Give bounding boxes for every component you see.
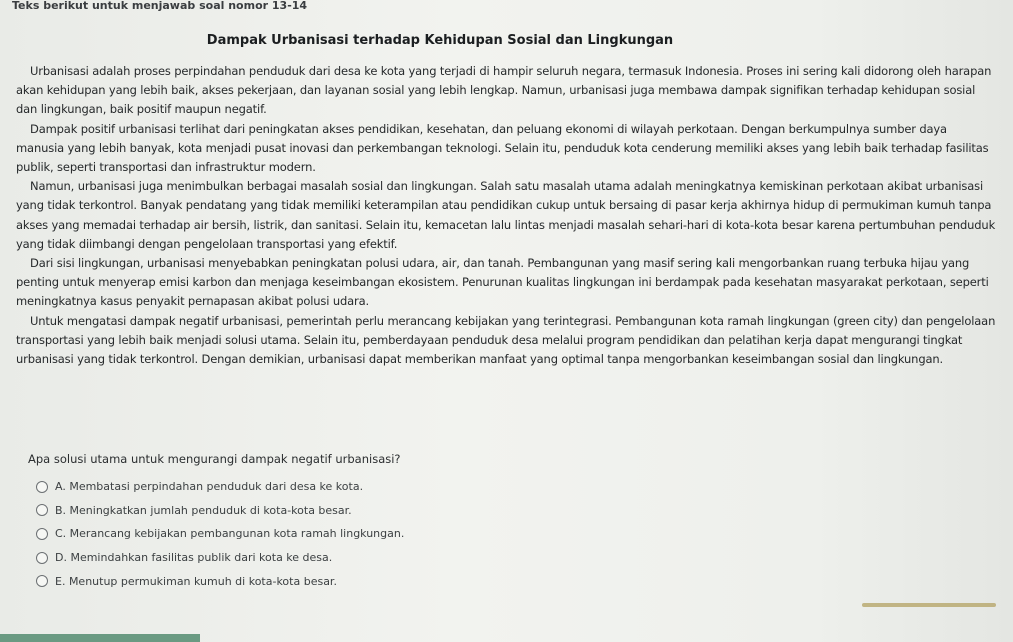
option-label: D. Memindahkan fasilitas publik dari kota ke desa. bbox=[55, 551, 333, 565]
radio-icon[interactable] bbox=[36, 552, 48, 564]
radio-icon[interactable] bbox=[36, 481, 48, 493]
paragraph-5: Untuk mengatasi dampak negatif urbanisasi, pemerintah perlu merancang kebijakan yang terintegrasi. Pembangunan kota ramah lingkungan (green city) dan pengelolaan transportasi yang lebih baik menjadi solusi utama. Selain itu, pemberdayaan penduduk desa melalui program pendidikan dan pelatihan kerja dapat mengurangi tingkat urbanisasi yang tidak terkontrol. Dengan demikian, urbanisasi dapat memberikan manfaat yang optimal tanpa mengorbankan keseimbangan sosial dan lingkungan. bbox=[16, 313, 996, 367]
option-label: E. Menutup permukiman kumuh di kota-kota besar. bbox=[55, 574, 337, 588]
paragraph-4: Dari sisi lingkungan, urbanisasi menyebabkan peningkatan polusi udara, air, dan tanah. Pembangunan yang masif sering kali mengorbankan ruang terbuka hijau yang penting untuk menyerap emisi karbon dan menjaga keseimbangan ekosistem. Penurunan kualitas lingkungan ini berdampak pada kesehatan masyarakat perkotaan, seperti meningkatnya kasus penyakit pernapasan akibat polusi udara. bbox=[16, 256, 989, 309]
option-label: A. Membatasi perpindahan penduduk dari desa ke kota. bbox=[55, 480, 364, 494]
paragraph-3: Namun, urbanisasi juga menimbulkan berbagai masalah sosial dan lingkungan. Salah satu masalah utama adalah meningkatnya kemiskinan perkotaan akibat urbanisasi yang tidak terkontrol. Banyak pendatang yang tidak memiliki keterampilan atau pendidikan cukup untuk bersaing di pasar kerja akhirnya hidup di permukiman kumuh tanpa akses yang memadai terhadap air bersih, listrik, dan sanitasi. Selain itu, kemacetan lalu lintas menjadi masalah sehari-hari di kota-kota besar karena pertumbuhan penduduk yang tidak diimbangi dengan pengelolaan transportasi yang efektif. bbox=[16, 179, 996, 251]
radio-icon[interactable] bbox=[36, 575, 48, 587]
option-d[interactable] bbox=[36, 546, 404, 570]
article-title: Dampak Urbanisasi terhadap Kehidupan Sosial dan Lingkungan bbox=[206, 33, 674, 48]
option-c[interactable] bbox=[36, 522, 404, 546]
answer-options bbox=[36, 475, 404, 593]
option-a[interactable] bbox=[36, 475, 404, 499]
bottom-bar bbox=[0, 634, 200, 642]
article-body bbox=[16, 62, 996, 369]
paragraph-2: Dampak positif urbanisasi terlihat dari peningkatan akses pendidikan, kesehatan, dan peluang ekonomi di wilayah perkotaan. Dengan berkumpulnya sumber daya manusia yang lebih banyak, kota menjadi pusat inovasi dan perkembangan teknologi. Selain itu, penduduk kota cenderung memiliki akses yang lebih baik terhadap fasilitas publik, seperti transportasi dan infrastruktur modern. bbox=[16, 121, 989, 175]
radio-icon[interactable] bbox=[36, 528, 48, 540]
option-label: B. Meningkatkan jumlah penduduk di kota-kota besar. bbox=[55, 503, 352, 517]
option-b[interactable] bbox=[36, 499, 404, 523]
decorative-stripe bbox=[862, 603, 996, 607]
radio-icon[interactable] bbox=[36, 504, 48, 516]
question-text: Apa solusi utama untuk mengurangi dampak negatif urbanisasi? bbox=[28, 452, 401, 466]
paragraph-1: Urbanisasi adalah proses perpindahan penduduk dari desa ke kota yang terjadi di hampir seluruh negara, termasuk Indonesia. Proses ini sering kali didorong oleh harapan akan kehidupan yang lebih baik, akses pekerjaan, dan layanan sosial yang lebih lengkap. Namun, urbanisasi juga membawa dampak signifikan terhadap kehidupan sosial dan lingkungan, baik positif maupun negatif. bbox=[16, 64, 992, 117]
option-e[interactable] bbox=[36, 569, 404, 593]
option-label: C. Merancang kebijakan pembangunan kota ramah lingkungan. bbox=[55, 527, 405, 541]
passage-instruction: Teks berikut untuk menjawab soal nomor 13-14 bbox=[12, 0, 308, 12]
